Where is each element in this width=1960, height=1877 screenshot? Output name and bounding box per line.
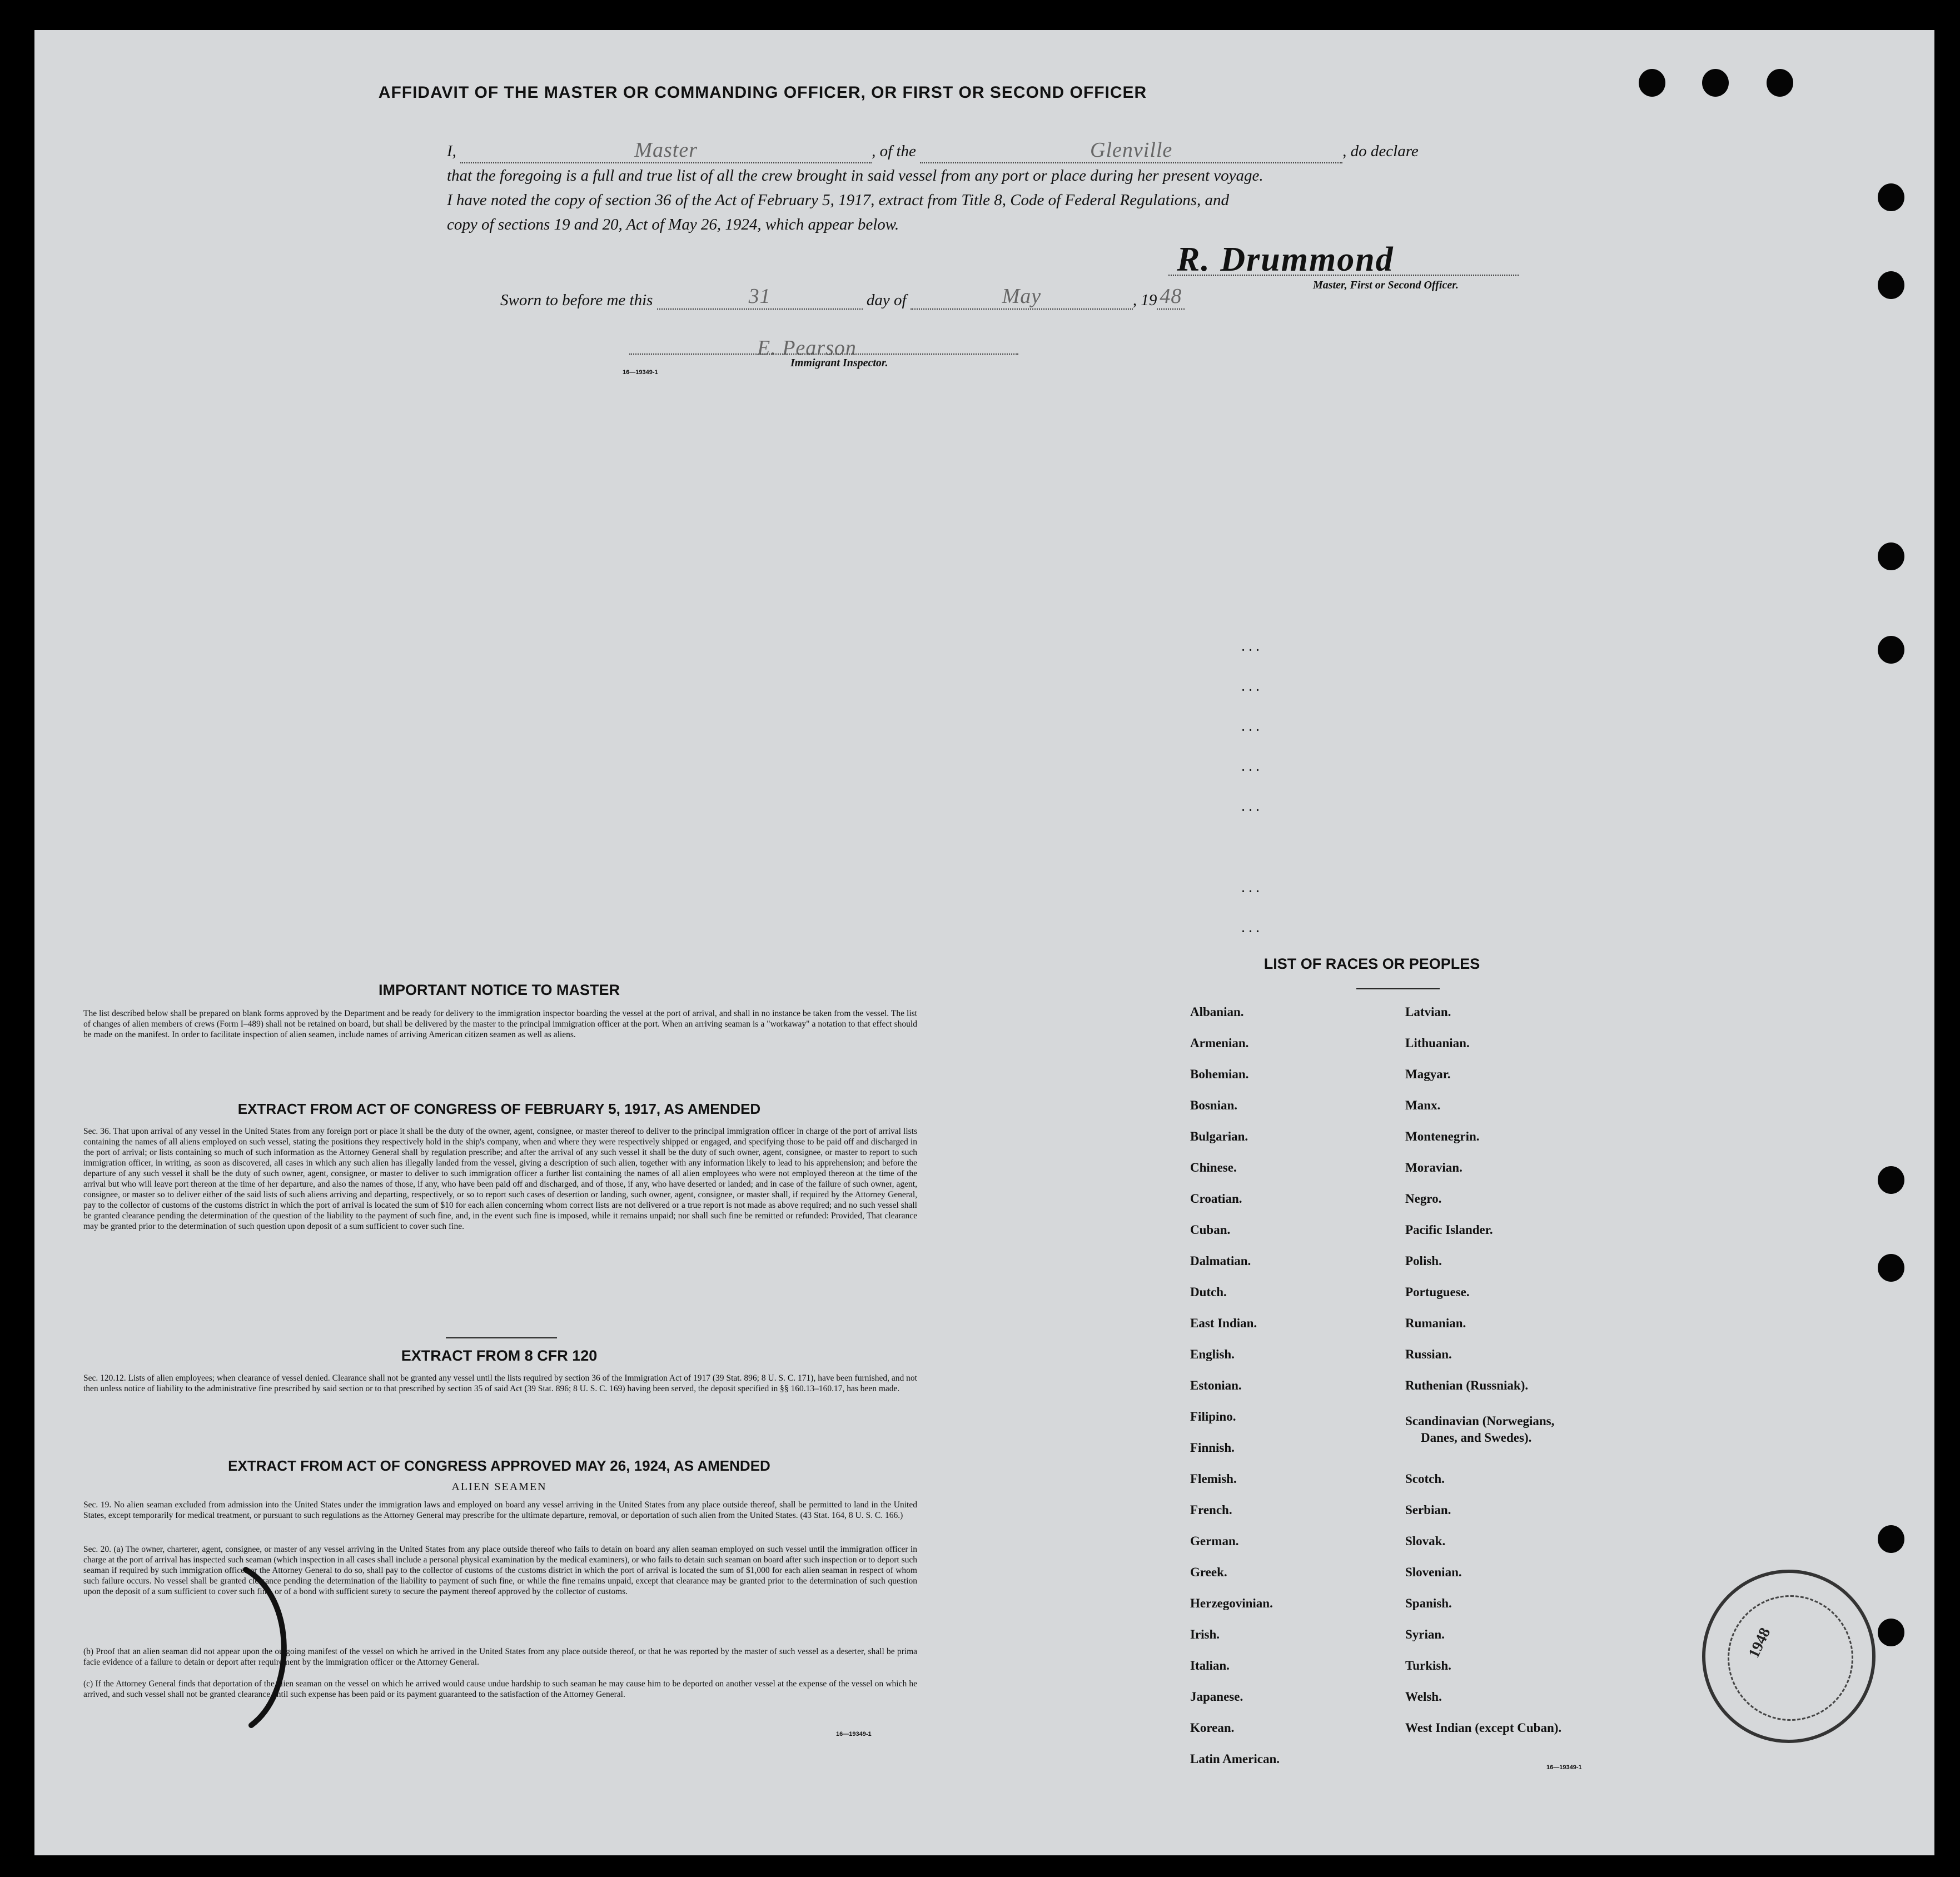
inspector-signature: E. Pearson (757, 336, 857, 360)
date-stamp-inner-ring (1728, 1595, 1853, 1721)
sworn-prefix: Sworn to before me this (500, 291, 653, 309)
race-item: Croatian. (1190, 1192, 1242, 1206)
form-number-left: 16—19349-1 (836, 1731, 872, 1737)
race-item: Italian. (1190, 1659, 1230, 1672)
dot-leader: ... (1242, 721, 1263, 734)
date-stamp (1702, 1570, 1876, 1743)
race-item: Cuban. (1190, 1223, 1231, 1237)
extract-1917-text: Sec. 36. That upon arrival of any vessel in the United States from any foreign port or place it shall be the duty of the owner, agent, consignee, or master thereof to deliver to the principal immigration officer in charge of the port of arrival lists containing the names of all aliens employed on such vessel, stating the positions they respectively hold in the ship's company, when and where they were respectively shipped or engaged, and specifying those to be paid off and discharged in the port of arrival; or lists containing so much of such information as the Attorney General shall by regulation prescribe; and after the arrival of any such vessel it shall be the duty of such owner, agent, consignee, or master to report to such immigration officer, in writing, as soon as discovered, all cases in which any such alien has illegally landed from the vessel, giving a description of such alien, together with any information likely to lead to his apprehension; and before the departure of any such vessel it shall be the duty of such owner, agent, consignee, or master to deliver to such immigration officer a further list containing the names of all alien employees who were not employed thereon at the time of the arrival but who will leave port thereon at the time of her departure, and also the names of those, if any, who have been paid off and discharged, and of those, if any, who have deserted or landed; and in case of the failure of such owner, agent, consignee, or master so to deliver either of the said lists of such aliens arriving and departing, respectively, or so to report such cases of desertion or landing, such owner, agent, consignee, or master shall, if required by the Attorney General, pay to the collector of customs of the customs district in which the port of arrival is located the sum of $10 for each alien concerning whom correct lists are not delivered or a true report is not made as above required; and no such vessel shall be granted clearance pending the determination of the question of the liability to the payment of such fine, and, in the event such fine is imposed, while it remains unpaid; nor shall such fine be remitted or refunded: Provided, That clearance may be granted prior to the determination of such question upon deposit of a sum sufficient to cover such fine. (83, 1127, 917, 1231)
notice-title: IMPORTANT NOTICE TO MASTER (379, 982, 620, 998)
race-item: Dalmatian. (1190, 1254, 1251, 1268)
punch-hole (1878, 542, 1904, 570)
race-item: Turkish. (1405, 1659, 1451, 1672)
race-item: Bosnian. (1190, 1098, 1238, 1112)
rank-field (460, 138, 872, 163)
extract-cfr-text: Sec. 120.12. Lists of alien employees; when clearance of vessel denied. Clearance shall not be granted any vessel until the lists required by section 36 of the Immigration Act of 1917 (39 Stat. 896; 8 U. S. C. 171), have been furnished, and not then unless notice of liability to the administrative fine prescribed by said section or to that prescribed by section 35 of said Act (39 Stat. 896; 8 U. S. C. 169) having been served, the deposit specified in §§ 160.13–160.17, has been made. (83, 1373, 917, 1393)
punch-hole (1878, 636, 1904, 664)
race-item: Ruthenian (Russniak). (1405, 1378, 1529, 1392)
race-item: Estonian. (1190, 1378, 1242, 1392)
sworn-day: 31 (748, 285, 771, 308)
race-item: Dutch. (1190, 1285, 1227, 1299)
sec-20c-text: (c) If the Attorney General finds that deportation of the alien seaman on the vessel on which he arrived would cause undue hardship to such seaman he may cause him to be deported on another vessel at the expense of the vessel on which he arrived, and such vessel shall not be granted clearance until such expense has been paid or its payment guaranteed to the satisfaction of the Attorney General. (83, 1679, 917, 1699)
sworn-year-prefix: , 19 (1132, 291, 1157, 309)
race-item: Welsh. (1405, 1690, 1442, 1704)
race-item: Montenegrin. (1405, 1129, 1480, 1143)
dot-leader: ... (1242, 801, 1263, 814)
extract-1924-title: EXTRACT FROM ACT OF CONGRESS APPROVED MAY 26, 1924, AS AMENDED (228, 1457, 770, 1474)
race-item: French. (1190, 1503, 1232, 1517)
race-item: Magyar. (1405, 1067, 1451, 1081)
race-item: Albanian. (1190, 1005, 1244, 1019)
manifest-page (34, 30, 1934, 1855)
race-item: Flemish. (1190, 1472, 1237, 1486)
punch-hole (1878, 1166, 1904, 1194)
dot-leader: ... (1242, 681, 1263, 694)
race-item: Filipino. (1190, 1410, 1236, 1423)
race-item: Slovak. (1405, 1534, 1446, 1548)
race-item: Manx. (1405, 1098, 1441, 1112)
signature-line (1168, 275, 1519, 276)
race-item: Lithuanian. (1405, 1036, 1470, 1050)
sworn-year-field (1157, 285, 1185, 310)
form-number-right: 16—19349-1 (1546, 1764, 1582, 1771)
punch-hole (1878, 1619, 1904, 1646)
race-item: Slovenian. (1405, 1565, 1462, 1579)
pen-arc-mark (235, 1564, 301, 1731)
notice-text: The list described below shall be prepared on blank forms approved by the Department and be ready for delivery to the immigration inspector boarding the vessel at the port of arrival, and shall in no instance be taken from the vessel. The list of changes of alien members of crews (Form I–489) shall not be retained on board, but shall be delivered by the master to the principal immigration officer at the port. When an arriving seaman is a "workaway" a notation to that effect should be made on the manifest. In order to facilitate inspection of alien seamen, include names of arriving American citizen seamen as well as aliens. (83, 1009, 917, 1039)
race-item: Greek. (1190, 1565, 1227, 1579)
race-item: Danes, and Swedes). (1421, 1431, 1532, 1445)
punch-hole (1767, 69, 1793, 97)
sworn-month-field (911, 285, 1133, 310)
races-divider (1356, 988, 1440, 989)
race-item: Latvian. (1405, 1005, 1451, 1019)
date-stamp-text: 1948 (1745, 1625, 1774, 1661)
race-item: Negro. (1405, 1192, 1442, 1206)
declaration-line-2: that the foregoing is a full and true list of all the crew brought in said vessel from any port or place during her present voyage. (447, 167, 1263, 185)
sworn-month: May (1002, 285, 1042, 308)
punch-hole (1878, 271, 1904, 299)
race-item: Syrian. (1405, 1627, 1445, 1641)
race-item: Bulgarian. (1190, 1129, 1248, 1143)
race-item: Bohemian. (1190, 1067, 1249, 1081)
extract-cfr-title: EXTRACT FROM 8 CFR 120 (401, 1347, 598, 1364)
signature-caption: Master, First or Second Officer. (1313, 279, 1459, 291)
race-item: English. (1190, 1347, 1235, 1361)
race-item: Rumanian. (1405, 1316, 1466, 1330)
race-item: Spanish. (1405, 1596, 1452, 1610)
race-item: Herzegovinian. (1190, 1596, 1273, 1610)
sworn-day-of: day of (866, 291, 907, 309)
sworn-day-field (657, 285, 863, 310)
declaration-of-the: , of the (872, 142, 916, 160)
sworn-line (500, 285, 1185, 310)
race-item: German. (1190, 1534, 1239, 1548)
section-divider (446, 1337, 557, 1338)
extract-1917-title: EXTRACT FROM ACT OF CONGRESS OF FEBRUARY 5, 1917, AS AMENDED (237, 1101, 761, 1117)
race-item: Moravian. (1405, 1161, 1462, 1174)
affidavit-title: AFFIDAVIT OF THE MASTER OR COMMANDING OFFICER, OR FIRST OR SECOND OFFICER (378, 83, 1147, 102)
race-item: East Indian. (1190, 1316, 1257, 1330)
dot-leader: ... (1242, 761, 1263, 774)
dot-leader: ... (1242, 641, 1263, 654)
race-item: Finnish. (1190, 1441, 1235, 1455)
race-item: Latin American. (1190, 1752, 1280, 1766)
race-item: Polish. (1405, 1254, 1442, 1268)
sec-20a-text: Sec. 20. (a) The owner, charterer, agent, consignee, or master of any vessel arriving in the United States from any place outside thereof who fails to detain on board any alien seaman employed on such vessel until the immigration officer in charge at the port of arrival has inspected such seaman (which inspection in all cases shall include a personal physical examination by the medical examiners), or who fails to detain such seaman on board after such inspection or to deport such seaman if required by such immigration officer or the Attorney General to do so, shall pay to the collector of customs of the customs district in which the port of arrival is located the sum of $1,000 for each alien seaman in respect of whom such failure occurs. No vessel shall be granted clearance pending the determination of the liability to payment of such fine, or while the fine remains unpaid, except that clearance may be granted prior to the determination of such question upon the deposit of a sum sufficient to cover such fine, or of a bond with sufficient surety to secure the payment thereof approved by the collector of customs. (83, 1545, 917, 1596)
race-item: Japanese. (1190, 1690, 1243, 1704)
dot-leader: ... (1242, 883, 1263, 895)
sec-19-text: Sec. 19. No alien seaman excluded from admission into the United States under the immigration laws and employed on board any vessel arriving in the United States from any place outside thereof, shall be permitted to land in the United States, except temporarily for medical treatment, or pursuant to such regulations as the Attorney General may prescribe for the ultimate departure, removal, or deportation of such alien from the United States. (43 Stat. 164, 8 U. S. C. 166.) (83, 1500, 917, 1520)
race-item: Korean. (1190, 1721, 1235, 1735)
race-item: Scotch. (1405, 1472, 1445, 1486)
races-title: LIST OF RACES OR PEOPLES (1263, 955, 1480, 972)
inspector-caption: Immigrant Inspector. (790, 357, 888, 369)
punch-hole (1702, 69, 1729, 97)
master-signature: R. Drummond (1177, 241, 1394, 278)
declaration-text (447, 139, 1553, 237)
race-item: Portuguese. (1405, 1285, 1470, 1299)
punch-hole (1878, 1525, 1904, 1553)
declaration-i: I, (447, 142, 456, 160)
sec-20b-text: (b) Proof that an alien seaman did not appear upon the outgoing manifest of the vessel on which he arrived in the United States from any place outside thereof, or that he was reported by the master of such vessel as a deserter, shall be prima facie evidence of a failure to detain or deport after requirement by the immigration officer or the Attorney General. (83, 1647, 917, 1667)
race-item: West Indian (except Cuban). (1405, 1721, 1562, 1735)
alien-seamen-subtitle: ALIEN SEAMEN (451, 1481, 547, 1493)
race-item: Irish. (1190, 1627, 1220, 1641)
rank-handwritten: Master (634, 138, 698, 162)
form-number-top: 16—19349-1 (623, 369, 658, 376)
vessel-handwritten: Glenville (1090, 138, 1173, 162)
inspector-line (629, 354, 1018, 355)
punch-hole (1878, 183, 1904, 211)
race-item: Armenian. (1190, 1036, 1249, 1050)
race-item: Scandinavian (Norwegians, (1405, 1414, 1555, 1428)
sworn-year: 48 (1160, 285, 1182, 308)
race-item: Chinese. (1190, 1161, 1237, 1174)
punch-hole (1878, 1254, 1904, 1282)
race-item: Pacific Islander. (1405, 1223, 1493, 1237)
race-item: Serbian. (1405, 1503, 1451, 1517)
dot-leader: ... (1242, 923, 1263, 935)
declaration-declare: , do declare (1342, 142, 1419, 160)
declaration-line-4: copy of sections 19 and 20, Act of May 26, 1924, which appear below. (447, 216, 899, 233)
race-item: Russian. (1405, 1347, 1452, 1361)
punch-hole (1639, 69, 1665, 97)
declaration-line-3: I have noted the copy of section 36 of the Act of February 5, 1917, extract from Title 8, Code of Federal Regulations, and (447, 191, 1230, 209)
vessel-field (920, 138, 1342, 163)
